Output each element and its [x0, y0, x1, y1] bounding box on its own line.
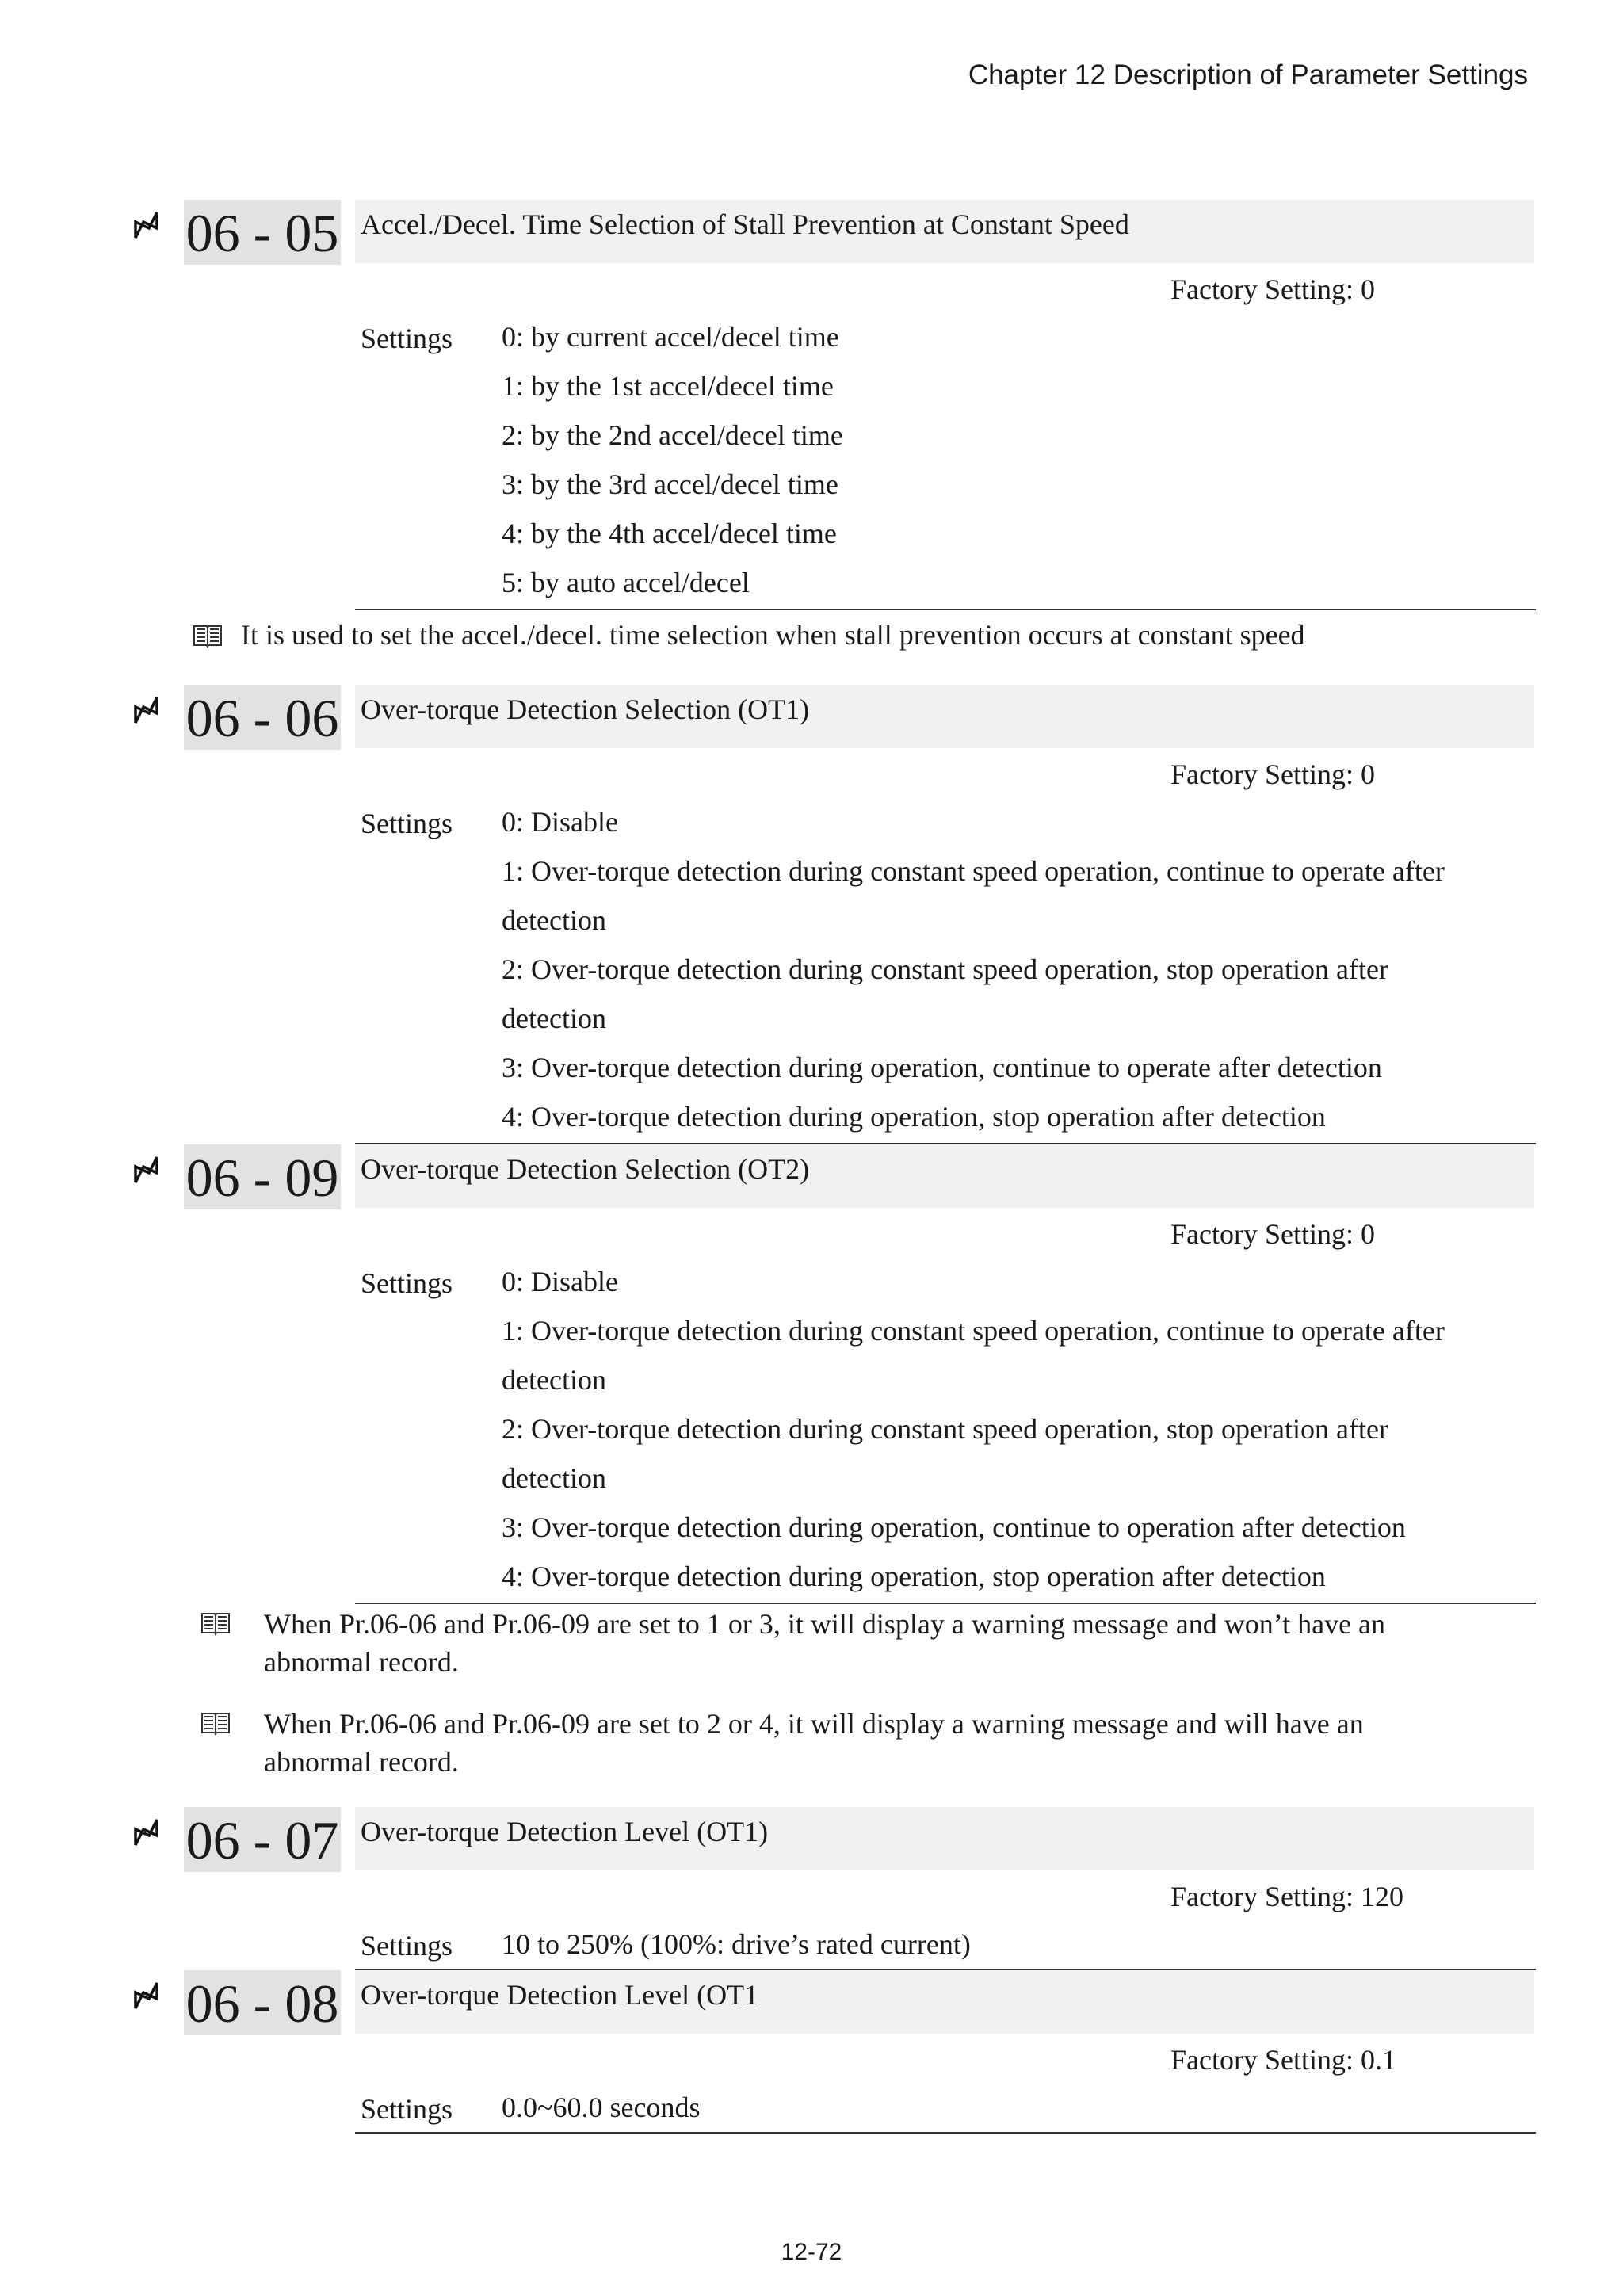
settings-label: Settings	[361, 1930, 453, 1962]
param-code: 06 - 09	[184, 1144, 341, 1209]
book-icon	[200, 1610, 231, 1636]
settings-label: Settings	[361, 1267, 453, 1299]
divider	[355, 1603, 1536, 1604]
option: 0: Disable	[502, 806, 618, 838]
settings-options	[502, 312, 1532, 607]
option: 2: by the 2nd accel/decel time	[502, 419, 843, 451]
chapter-header: Chapter 12 Description of Parameter Settings	[968, 59, 1528, 90]
note-text: It is used to set the accel./decel. time selection when stall prevention occurs at constant speed	[241, 619, 1305, 651]
param-title: Over-torque Detection Selection (OT1)	[361, 693, 810, 725]
param-title: Over-torque Detection Level (OT1	[361, 1979, 759, 2011]
factory-setting: Factory Setting: 0.1	[1170, 2044, 1396, 2076]
option: 0: Disable	[502, 1266, 618, 1297]
option: 4: Over-torque detection during operation, stop operation after detection	[502, 1101, 1326, 1133]
settings-options	[502, 1257, 1532, 1601]
param-title: Accel./Decel. Time Selection of Stall Prevention at Constant Speed	[361, 208, 1129, 240]
book-icon	[200, 1710, 231, 1736]
option: 3: Over-torque detection during operation, continue to operation after detection	[502, 1511, 1406, 1543]
option: 4: by the 4th accel/decel time	[502, 518, 837, 549]
settings-options	[502, 1920, 1532, 1969]
factory-setting: Factory Setting: 0	[1170, 1218, 1375, 1250]
option: 3: by the 3rd accel/decel time	[502, 468, 838, 500]
param-code: 06 - 07	[184, 1807, 341, 1872]
option: 0.0~60.0 seconds	[502, 2092, 701, 2123]
settings-label: Settings	[361, 808, 453, 839]
lightning-icon	[133, 1817, 160, 1848]
option: 1: by the 1st accel/decel time	[502, 370, 834, 402]
factory-setting: Factory Setting: 120	[1170, 1881, 1403, 1912]
option: 4: Over-torque detection during operation, stop operation after detection	[502, 1561, 1326, 1592]
divider	[355, 2132, 1536, 2134]
option: 10 to 250% (100%: drive’s rated current)	[502, 1928, 971, 1960]
factory-setting: Factory Setting: 0	[1170, 758, 1375, 790]
settings-label: Settings	[361, 2093, 453, 2125]
param-code: 06 - 08	[184, 1970, 341, 2035]
divider	[355, 609, 1536, 610]
option: 3: Over-torque detection during operation, continue to operate after detection	[502, 1052, 1382, 1083]
lightning-icon	[133, 1980, 160, 2011]
page-number: 12-72	[781, 2239, 842, 2265]
param-title: Over-torque Detection Selection (OT2)	[361, 1153, 810, 1185]
settings-options	[502, 797, 1532, 1141]
option: 1: Over-torque detection during constant speed operation, continue to operate after	[502, 855, 1445, 887]
option: detection	[502, 1364, 606, 1396]
note-text: When Pr.06-06 and Pr.06-09 are set to 2 or 4, it will display a warning message and will have an abnormal record.	[264, 1708, 1364, 1778]
option: detection	[502, 904, 606, 936]
note-text: When Pr.06-06 and Pr.06-09 are set to 1 or 3, it will display a warning message and won’t have an abnormal record.	[264, 1608, 1386, 1678]
param-code: 06 - 05	[184, 200, 341, 265]
lightning-icon	[133, 694, 160, 726]
option: detection	[502, 1462, 606, 1494]
param-title: Over-torque Detection Level (OT1)	[361, 1816, 769, 1847]
option: 1: Over-torque detection during constant speed operation, continue to operate after	[502, 1315, 1445, 1347]
lightning-icon	[133, 1154, 160, 1186]
option: 0: by current accel/decel time	[502, 321, 839, 353]
option: 2: Over-torque detection during constant speed operation, stop operation after	[502, 1413, 1388, 1445]
settings-options	[502, 2083, 1532, 2132]
factory-setting: Factory Setting: 0	[1170, 273, 1375, 305]
option: 2: Over-torque detection during constant speed operation, stop operation after	[502, 953, 1388, 985]
settings-label: Settings	[361, 323, 453, 354]
lightning-icon	[133, 209, 160, 241]
book-icon	[193, 623, 223, 648]
param-code: 06 - 06	[184, 685, 341, 750]
option: 5: by auto accel/decel	[502, 567, 750, 598]
option: detection	[502, 1003, 606, 1034]
